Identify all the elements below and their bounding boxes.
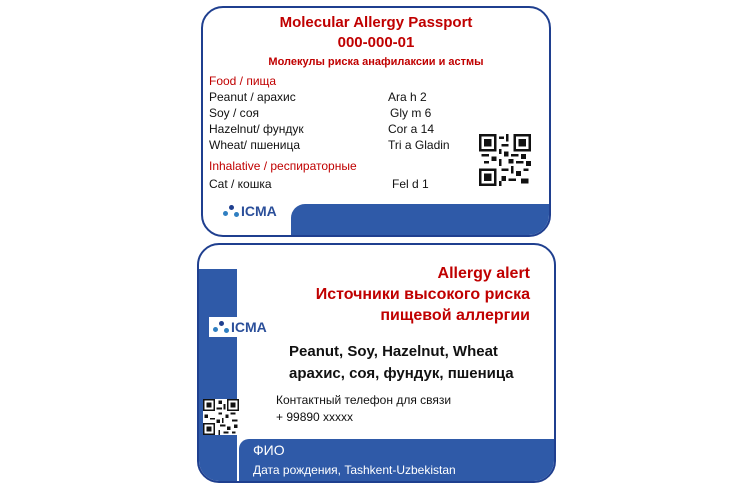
passport-title: Molecular Allergy Passport [279, 14, 473, 31]
inhalative-item-name: Cat / кошка [209, 177, 272, 191]
alert-line-3: пищевой аллергии [380, 307, 530, 324]
food-item-code: Ara h 2 [388, 90, 427, 104]
qr-code-icon [479, 134, 531, 186]
logo-text: ICMA [241, 203, 277, 219]
back-bottom-blue-bar [239, 439, 556, 483]
alert-title: Allergy alert [437, 265, 530, 282]
full-name-label: ФИО [253, 442, 285, 458]
food-item-code: Tri a Gladin [388, 138, 450, 152]
passport-subtitle: Молекулы риска анафилаксии и астмы [268, 56, 484, 68]
molecule-icon [223, 203, 239, 219]
food-heading: Food / пища [209, 74, 277, 88]
passport-id: 000-000-01 [337, 34, 415, 51]
birth-date-label: Дата рождения, Tashkent-Uzbekistan [253, 463, 456, 477]
back-left-blue-bar [199, 269, 237, 481]
food-item-code: Gly m 6 [390, 106, 432, 120]
allergy-alert-back-card [197, 243, 556, 483]
food-item-name: Soy / соя [209, 106, 259, 120]
food-item-name: Wheat/ пшеница [209, 138, 301, 152]
inhalative-item-code: Fel d 1 [392, 177, 429, 191]
foods-russian: арахис, соя, фундук, пшеница [289, 365, 514, 382]
front-blue-bar [291, 204, 551, 237]
icma-logo [223, 203, 277, 219]
alert-line-2: Источники высокого риска [315, 286, 530, 303]
food-item-name: Peanut / арахис [209, 90, 296, 104]
inhalative-heading: Inhalative / респираторные [209, 159, 357, 173]
foods-english: Peanut, Soy, Hazelnut, Wheat [289, 343, 498, 360]
contact-label: Контактный телефон для связи [276, 393, 452, 407]
food-item-code: Cor a 14 [388, 122, 435, 136]
molecule-icon [213, 319, 229, 335]
icma-logo [209, 317, 271, 337]
logo-text: ICMA [231, 319, 267, 335]
food-item-name: Hazelnut/ фундук [209, 122, 304, 136]
contact-phone: + 99890 xxxxx [276, 410, 354, 424]
passport-front-card [201, 6, 551, 237]
qr-code-icon [203, 399, 239, 435]
